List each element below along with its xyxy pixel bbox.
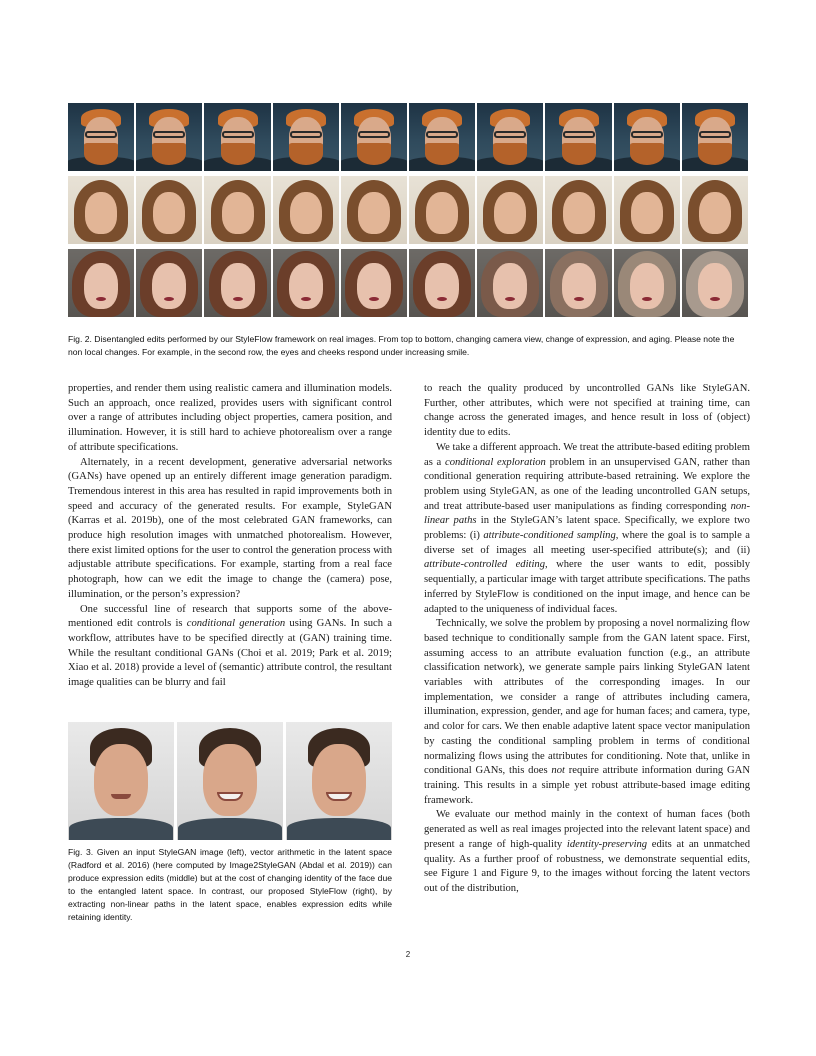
- vector-arithmetic-image: [177, 722, 283, 840]
- thumbnail: [477, 249, 543, 317]
- thumbnail: [545, 176, 611, 244]
- thumbnail: [614, 103, 680, 171]
- input-image: [68, 722, 174, 840]
- thumbnail: [409, 103, 475, 171]
- figure-3-caption: Fig. 3. Given an input StyleGAN image (left), vector arithmetic in the latent space (Radford et al. 2016) (here computed by Image2StyleGAN (Abdal et al. 2019)) can produce expression edits (middle) but at the cost of changing identity of the face due to the entangled latent space. In contrast, our proposed StyleFlow (right), by extracting non-linear paths in the latent space, enables expression edits while retaining identity.: [68, 847, 392, 922]
- thumbnail: [341, 176, 407, 244]
- thumbnail: [614, 176, 680, 244]
- paragraph: Alternately, in a recent development, generative adversarial networks (GANs) have opened up an entirely different image generation paradigm. Tremendous interest in this area has resulted in rapid improvements both in speed and accuracy of the generated results. For example, StyleGAN (Karras et al. 2019b), one of the most celebrated GAN frameworks, can produce high resolution images with unmatched photorealism. However, there exist limited options for the user to control the generation process with adjustable attribute specifications. For example, starting from a real face photograph, how can we edit the image to change the (camera) pose, illumination, or the person’s expression?: [68, 456, 392, 600]
- emphasis: attribute-controlled editing: [424, 559, 546, 571]
- thumbnail: [682, 176, 748, 244]
- expression-row: [68, 176, 748, 244]
- paragraph: to reach the quality produced by uncontrolled GANs like StyleGAN. Further, other attributes, which were not specified at training time, can change across the generated images, and hence result in loss of (object) identity due to edits.: [424, 383, 750, 439]
- thumbnail: [273, 176, 339, 244]
- text-run: One successful line of research that supports some of the above-mentioned edit controls is: [68, 603, 392, 630]
- thumbnail: [341, 103, 407, 171]
- thumbnail: [273, 249, 339, 317]
- thumbnail: [545, 103, 611, 171]
- aging-row: [68, 249, 748, 317]
- thumbnail: [545, 249, 611, 317]
- figure-2-caption: Fig. 2. Disentangled edits performed by our StyleFlow framework on real images. From top to bottom, changing camera view, change of expression, and aging. Please note the non local changes. For example, in the second row, the eyes and cheeks respond under increasing smile.: [68, 334, 735, 357]
- emphasis: not: [551, 765, 565, 777]
- styleflow-image: [286, 722, 392, 840]
- emphasis: conditional exploration: [445, 456, 546, 468]
- thumbnail: [204, 176, 270, 244]
- figure-2: [68, 103, 748, 322]
- thumbnail: [409, 249, 475, 317]
- text-run: edits at an unmatched quality. As a further proof of robustness, we demonstrate sequential edits, see Figure 1 and Figure 9, to the images without forcing the latent vectors out of the distribution,: [424, 838, 750, 894]
- text-run: using GANs. In such a workflow, attributes have to be specified directly at (GAN) training time. While the resultant conditional GANs (Choi et al. 2019; Park et al. 2019; Xiao et al. 2018) provide a level of (semantic) attribute control, the resultant image qualities can be blurry and fail: [68, 618, 392, 689]
- thumbnail: [204, 103, 270, 171]
- thumbnail: [68, 176, 134, 244]
- left-column: [68, 382, 392, 691]
- text-run: We take a different approach. We treat the attribute-based editing problem as a: [424, 441, 750, 468]
- text-run: require attribute information during GAN training. This results in a simple yet robust attribute-based image editing framework.: [424, 765, 750, 806]
- thumbnail: [682, 249, 748, 317]
- paragraph: [424, 808, 750, 896]
- figure-3: [68, 722, 392, 840]
- text-run: , where the user wants to edit, possibly sequentially, a particular image with target attribute specifications. The paths inferred by StyleFlow is conditioned on the input image, and hence can be adapted to the uniqueness of individual faces.: [424, 559, 750, 615]
- text-run: We evaluate our method mainly in the context of human faces (both generated as well as real images projected into the relevant latent space) and present a range of high-quality: [424, 809, 750, 850]
- camera-view-row: [68, 103, 748, 171]
- thumbnail: [273, 103, 339, 171]
- thumbnail: [204, 249, 270, 317]
- thumbnail: [136, 249, 202, 317]
- page-number: 2: [405, 950, 411, 959]
- paragraph: properties, and render them using realistic camera and illumination models. Such an approach, once realized, provides users with significant control over a range of attributes including object properties, camera position, and illumination. However, it is still hard to achieve photorealism over a range of attribute specifications.: [68, 383, 392, 453]
- thumbnail: [341, 249, 407, 317]
- text-run: problem in an unsupervised GAN, rather than conditional generation requiring attribute-based retraining. We explore the problem using StyleGAN, as one of the leading uncontrolled GAN setups, and treat attribute-based user manipulations as finding corresponding: [424, 456, 751, 512]
- paragraph: [424, 441, 750, 617]
- emphasis: conditional generation: [186, 618, 286, 630]
- thumbnail: [477, 103, 543, 171]
- thumbnail: [614, 249, 680, 317]
- text-run: Technically, we solve the problem by proposing a novel normalizing flow based technique to conditionally sample from the GAN latent space. First, assuming access to an attribute evaluation function (e.g., an attribute classification network), we generate sample pairs linking StyleGAN latent variables with attributes of the corresponding images. In our implementation, we consider a range of attributes including camera, illumination, expression, gender, and age for human faces; and camera, type, and color for cars. We then enable adaptive latent space vector manipulation by casting the conditional sampling problem in terms of conditional normalizing flows using the attributes for conditioning. Note that, unlike in conditional GANs, this does: [424, 618, 750, 777]
- thumbnail: [68, 103, 134, 171]
- text-run: , where the goal is to sample a diverse set of images all meeting user-specified attribute(s); and (ii): [424, 530, 751, 556]
- right-column: [424, 382, 750, 897]
- thumbnail: [136, 176, 202, 244]
- thumbnail: [477, 176, 543, 244]
- paragraph: [424, 617, 750, 808]
- paragraph: [68, 603, 392, 691]
- thumbnail: [682, 103, 748, 171]
- text-run: in the StyleGAN’s latent space. Specifically, we explore two problems: (i): [424, 515, 750, 542]
- emphasis: non-linear paths: [424, 500, 750, 527]
- emphasis: identity-preserving: [566, 838, 648, 850]
- thumbnail: [68, 249, 134, 317]
- emphasis: attribute-conditioned sampling: [483, 530, 616, 542]
- thumbnail: [136, 103, 202, 171]
- thumbnail: [409, 176, 475, 244]
